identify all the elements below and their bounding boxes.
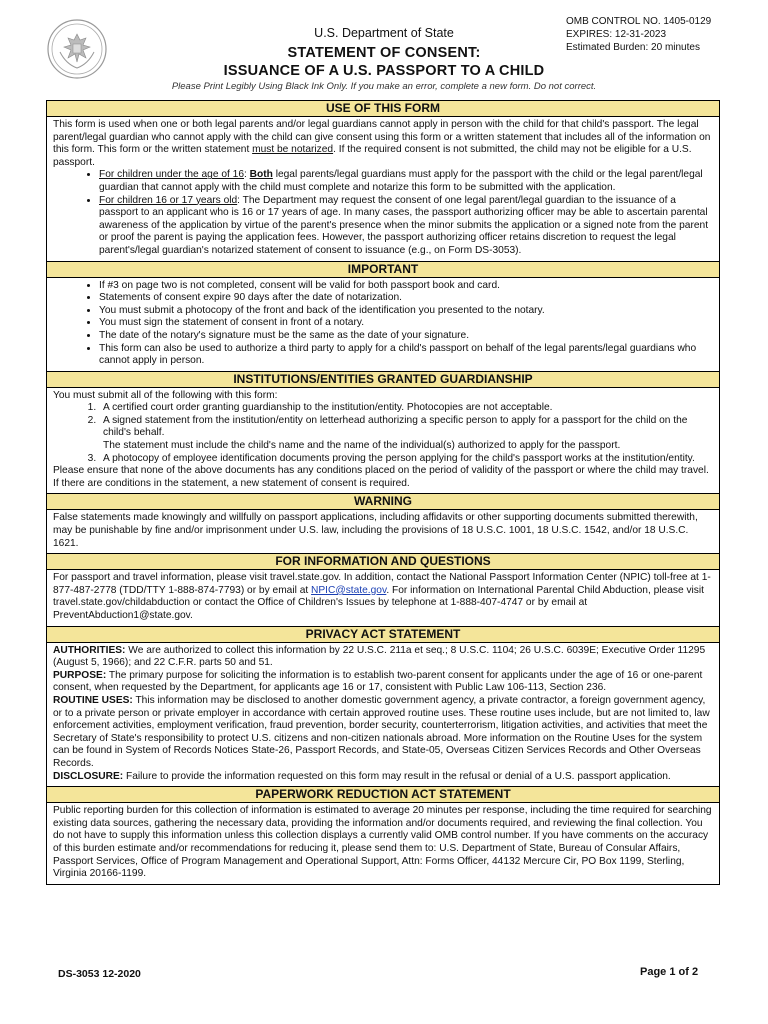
important-list	[53, 280, 713, 368]
paperwork-text: Public reporting burden for this collection of information is estimated to average 20 minutes per response, including the time required for searching existing data sources, gathering the necessary data, providing the information and/or documents required, and reviewing the final collection. You do not have to supply this information unless this collection displays a currently valid OMB control number. If you have comments on the accuracy of this burden estimate and/or recommendations for reducing it, please send them to: U.S. Department of State, Bureau of Consular Affairs, Passport Services, Office of Program Management and Operational Support, Attn: Forms Officer, 44132 Mercure Cir, PO Box 1199, Sterling, Virginia 20166-1199.	[53, 805, 712, 880]
form-body	[46, 100, 720, 885]
use-of-form-bullets	[53, 169, 713, 257]
use-of-form-heading: USE OF THIS FORM	[47, 101, 719, 117]
list-item: 3. A photocopy of employee identification documents proving the person applying for the child's passport works at the institution/entity.	[99, 453, 713, 466]
form-title-line2: ISSUANCE OF A U.S. PASSPORT TO A CHILD	[223, 63, 545, 79]
list-item: • This form can also be used to authorize a third party to apply for a child's passport on behalf of the legal parents/legal guardians who cannot apply in person.	[99, 343, 713, 368]
privacy-disclosure: DISCLOSURE: Failure to provide the information requested on this form may result in the refusal or denial of a U.S. passport application.	[53, 770, 671, 782]
omb-info	[566, 15, 711, 54]
privacy-heading: PRIVACY ACT STATEMENT	[47, 626, 719, 643]
list-item: • You must sign the statement of consent in front of a notary.	[99, 317, 713, 330]
info-heading: FOR INFORMATION AND QUESTIONS	[47, 553, 719, 570]
important-heading: IMPORTANT	[47, 261, 719, 278]
omb-burden: Estimated Burden: 20 minutes	[566, 42, 700, 53]
list-item: • For children under the age of 16: Both legal parents/legal guardians must apply for the passport with the child or the legal parent/legal guardian that cannot apply with the child must complete and notarize this form to be submitted with the application.	[99, 169, 713, 194]
list-item: 1. A certified court order granting guardianship to the institution/entity. Photocopies are not acceptable.	[99, 402, 713, 415]
npic-email-link[interactable]: NPIC@state.gov	[311, 584, 387, 596]
page-number: Page 1 of 2	[640, 966, 699, 978]
use-of-form-intro: This form is used when one or both legal parents and/or legal guardians cannot apply in person with the child for that child's passport. The legal parent/legal guardian who cannot apply with the child can give consent using this form or a written statement that includes all of the information on this form. This form or the written statement must be notarized. If the required consent is not submitted, the child may not be eligible for a U.S. passport.	[53, 119, 711, 168]
form-title-line1: STATEMENT OF CONSENT:	[287, 45, 481, 61]
form-id: DS-3053 12-2020	[58, 968, 141, 980]
warning-heading: WARNING	[47, 493, 719, 510]
omb-control-number: OMB CONTROL NO. 1405-0129	[566, 16, 712, 27]
paperwork-section	[47, 803, 719, 884]
omb-expiration: EXPIRES: 12-31-2023	[566, 29, 667, 40]
institutions-intro: You must submit all of the following with this form:	[53, 389, 278, 401]
institutions-section	[47, 388, 719, 494]
warning-section	[47, 510, 719, 553]
institutions-list	[53, 402, 713, 465]
list-item: • For children 16 or 17 years old: The Department may request the consent of one legal parent/legal guardian to the issuance of a passport to an applicant who is 16 or 17 years of age. In many cases, the passport authorizing officer may be able to ascertain parental awareness of the application by virtue of the parent's presence when the minor submits the application or a signed note from the parent or proof the parent is paying the application fees. However, the passport authorizing officer retains discretion to request the legal parent's/legal guardian's notarized statement of consent to issuance (e.g., on Form DS-3053).	[99, 195, 713, 258]
info-text: For passport and travel information, please visit travel.state.gov. In addition, contact the National Passport Information Center (NPIC) toll-free at 1-877-487-2778 (TDD/TTY 1-888-874-7793) or by email at NPIC@state.gov. For information on International Parental Child Abduction, please visit travel.state.gov/childabduction or contact the Office of Children's Issues by telephone at 1-888-407-4747 or by email at PreventAbduction1@state.gov.	[53, 572, 711, 621]
list-item: • Statements of consent expire 90 days after the date of notarization.	[99, 292, 713, 305]
agency-name: U.S. Department of State	[314, 26, 454, 40]
info-section	[47, 570, 719, 625]
use-of-form-section	[47, 117, 719, 261]
privacy-section	[47, 643, 719, 787]
privacy-authorities: AUTHORITIES: We are authorized to collect this information by 22 U.S.C. 211a et seq.; 8 U.S.C. 1104; 26 U.S.C. 6039E; Executive Order 11295 (August 5, 1966); and 22 C.F.R. parts 50 and 51.	[53, 644, 706, 669]
privacy-routine-uses: ROUTINE USES: This information may be disclosed to another domestic government agency, a private contractor, a foreign government agency, or to a private person or private employer in accordance with certain approved routine uses. These routine uses include, but are not limited to, law enforcement activities, employment verification, fraud prevention, border security, counterterrorism, litigation activities, and activities that meet the Secretary of State's responsibility to protect U.S. citizens and non-citizen nationals abroad. More information on the Routine Uses for the system can be found in System of Records Notices State-26, Passport Records, and State-05, Overseas Citizen Services Records and Other Overseas Records.	[53, 694, 710, 769]
privacy-purpose: PURPOSE: The primary purpose for soliciting the information is to establish two-parent consent for applicants under the age of 16 or one-parent consent, when requested by the Department, for applicants age 16 or 17, consistent with Public Law 106-113, Section 236.	[53, 669, 703, 694]
list-item: • The date of the notary's signature must be the same as the date of your signature.	[99, 330, 713, 343]
list-item: • You must submit a photocopy of the front and back of the identification you presented to the notary.	[99, 305, 713, 318]
print-instructions: Please Print Legibly Using Black Ink Only. If you make an error, complete a new form. Do not correct.	[171, 81, 597, 92]
institutions-heading: INSTITUTIONS/ENTITIES GRANTED GUARDIANSHIP	[47, 371, 719, 388]
list-item: 2. A signed statement from the institution/entity on letterhead authorizing a specific person to apply for a passport for the child on the child's behalf. The statement must include the child's name and the name of the individual(s) authorized to apply for the passport.	[99, 415, 713, 453]
list-item: • If #3 on page two is not completed, consent will be valid for both passport book and card.	[99, 280, 713, 293]
institutions-closing: Please ensure that none of the above documents has any conditions placed on the period of validity of the passport or where the child may travel. If there are conditions in the statement, a new statement of consent is required.	[53, 465, 709, 489]
warning-text: False statements made knowingly and willfully on passport applications, including affidavits or other supporting documents submitted therewith, may be punishable by fine and/or imprisonment under U.S. law, including the provisions of 18 U.S.C. 1001, 18 U.S.C. 1542, and/or 18 U.S.C. 1621.	[53, 512, 698, 549]
important-section	[47, 278, 719, 371]
paperwork-heading: PAPERWORK REDUCTION ACT STATEMENT	[47, 786, 719, 803]
form-header	[0, 0, 768, 95]
